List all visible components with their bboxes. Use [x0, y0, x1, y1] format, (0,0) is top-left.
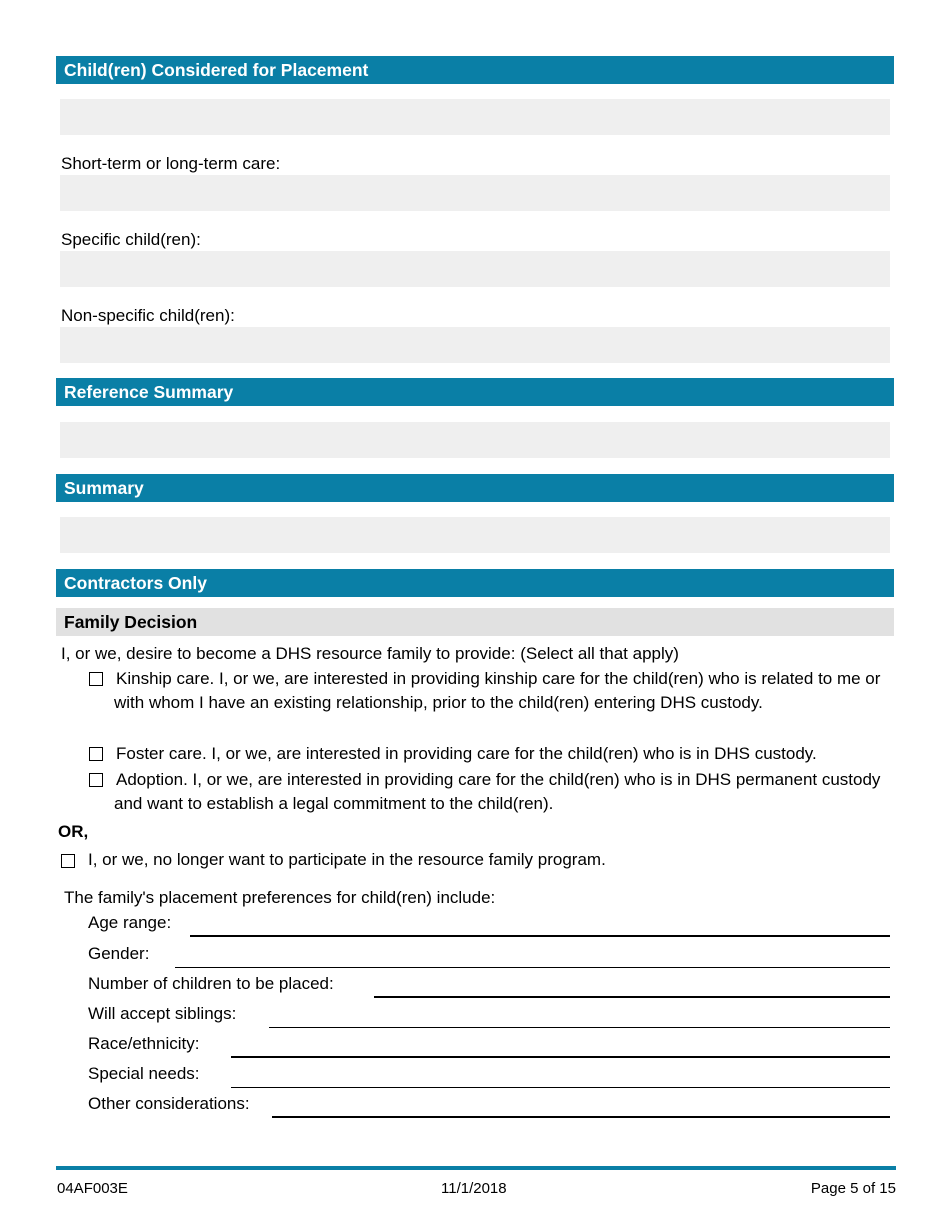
children-placement-field[interactable]: [60, 99, 890, 135]
pref-special-needs-label: Special needs:: [88, 1064, 200, 1083]
pref-number-children-input[interactable]: [374, 996, 890, 998]
kinship-care-checkbox[interactable]: [89, 672, 103, 686]
opt-out-checkbox[interactable]: [61, 854, 75, 868]
pref-gender-label: Gender:: [88, 944, 150, 963]
decision-intro: I, or we, desire to become a DHS resource family to provide: (Select all that apply): [61, 644, 679, 663]
specific-children-field[interactable]: [60, 251, 890, 287]
pref-special-needs-input[interactable]: [231, 1087, 890, 1088]
pref-other-input[interactable]: [272, 1116, 890, 1118]
opt-out-text: I, or we, no longer want to participate in the resource family program.: [88, 850, 606, 869]
or-label: OR,: [58, 822, 89, 841]
foster-care-text: Foster care. I, or we, are interested in providing care for the child(ren) who is in DHS custody.: [116, 744, 817, 763]
footer-date: 11/1/2018: [441, 1180, 507, 1197]
pref-age-range: [88, 913, 890, 937]
adoption-checkbox[interactable]: [89, 773, 103, 787]
footer-form-id: 04AF003E: [57, 1180, 128, 1197]
pref-other-label: Other considerations:: [88, 1094, 250, 1113]
foster-care-option: [114, 742, 894, 766]
pref-race-ethnicity-input[interactable]: [231, 1056, 890, 1058]
section-header-children-placement: Child(ren) Considered for Placement: [56, 56, 894, 84]
section-header-summary: Summary: [56, 474, 894, 502]
summary-field[interactable]: [60, 517, 890, 553]
pref-race-ethnicity-label: Race/ethnicity:: [88, 1034, 200, 1053]
pref-race-ethnicity: [88, 1034, 890, 1058]
short-long-term-label: Short-term or long-term care:: [61, 154, 281, 173]
pref-siblings: [88, 1004, 890, 1028]
non-specific-children-field[interactable]: [60, 327, 890, 363]
pref-number-children-label: Number of children to be placed:: [88, 974, 334, 993]
pref-gender: [88, 944, 890, 968]
section-header-reference-summary: Reference Summary: [56, 378, 894, 406]
reference-summary-field[interactable]: [60, 422, 890, 458]
subsection-header-family-decision: Family Decision: [56, 608, 894, 636]
kinship-care-text: Kinship care. I, or we, are interested in providing kinship care for the child(ren) who is related to me or with whom I have an existing relationship, prior to the child(ren) entering DHS custody.: [114, 669, 881, 712]
pref-number-children: [88, 974, 890, 998]
short-long-term-field[interactable]: [60, 175, 890, 211]
foster-care-checkbox[interactable]: [89, 747, 103, 761]
pref-siblings-label: Will accept siblings:: [88, 1004, 237, 1023]
pref-other: [88, 1094, 890, 1118]
non-specific-children-label: Non-specific child(ren):: [61, 306, 235, 325]
adoption-text: Adoption. I, or we, are interested in providing care for the child(ren) who is in DHS permanent custody and want to establish a legal commitment to the child(ren).: [114, 770, 881, 813]
pref-age-range-label: Age range:: [88, 913, 172, 932]
footer-page-number: Page 5 of 15: [810, 1180, 896, 1197]
pref-age-range-input[interactable]: [190, 935, 890, 937]
kinship-care-option: [114, 667, 894, 715]
pref-siblings-input[interactable]: [269, 1027, 890, 1028]
preferences-intro: The family's placement preferences for child(ren) include:: [64, 888, 496, 907]
specific-children-label: Specific child(ren):: [61, 230, 201, 249]
pref-special-needs: [88, 1064, 890, 1088]
section-header-contractors-only: Contractors Only: [56, 569, 894, 597]
footer-rule: [56, 1166, 896, 1170]
pref-gender-input[interactable]: [175, 967, 890, 968]
adoption-option: [114, 768, 894, 816]
